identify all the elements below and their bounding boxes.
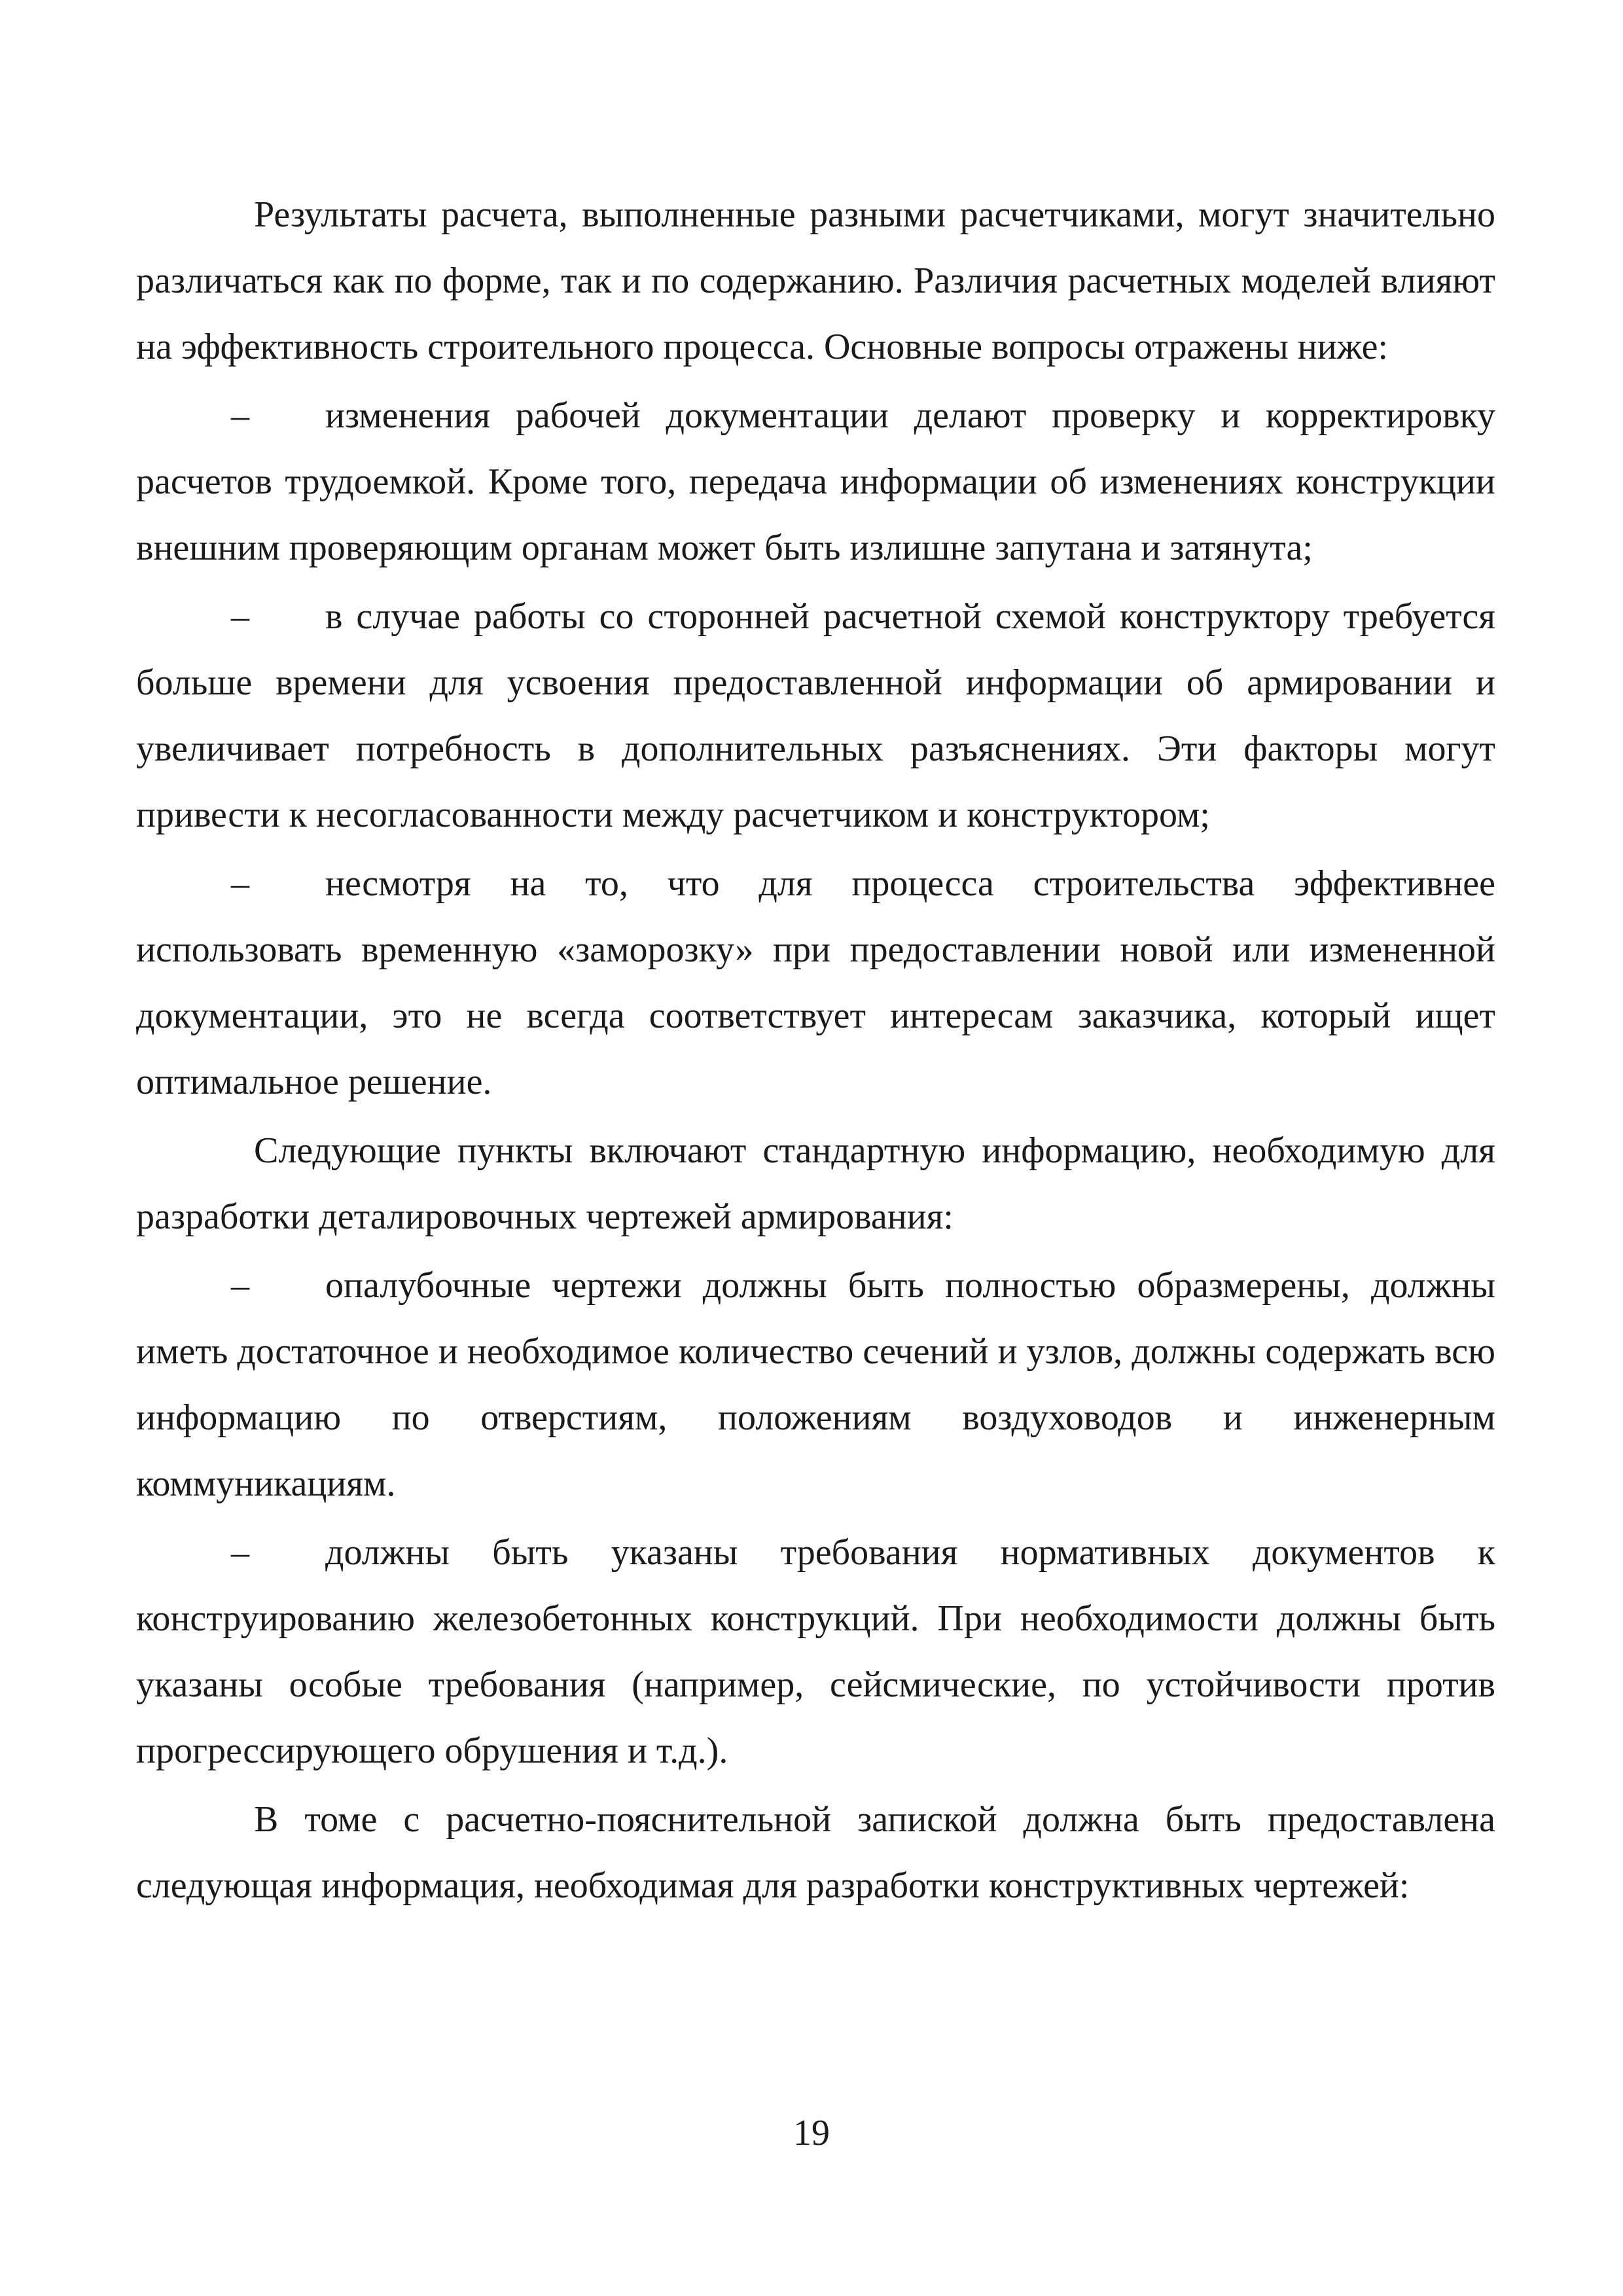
document-page	[136, 182, 1495, 1919]
dash-marker: –	[231, 863, 249, 904]
list-item-text: изменения рабочей документации делают проверку и корректировку расчетов трудоемкой. Кроме того, передача информации об изменениях конструкции внешним проверяющим органам может быть излишне запутана и затянута;	[136, 395, 1495, 568]
dash-marker: –	[231, 1265, 249, 1306]
paragraph-calculation-results: Результаты расчета, выполненные разными расчетчиками, могут значительно различаться как по форме, так и по содержанию. Различия расчетных моделей влияют на эффективность строительного процесса. Основные вопросы отражены ниже:	[136, 194, 1495, 367]
paragraph-explanatory-note: В томе с расчетно-пояснительной запиской должна быть предоставлена следующая информация, необходимая для разработки конструктивных чертежей:	[136, 1799, 1495, 1906]
list-item-documentation-changes	[136, 383, 1495, 581]
list-item-formwork-drawings	[136, 1253, 1495, 1517]
list-item-text: должны быть указаны требования нормативных документов к конструированию железобетонных конструкций. При необходимости должны быть указаны особые требования (например, сейсмические, по устойчивости против прогрессирующего обрушения и т.д.).	[136, 1532, 1495, 1771]
paragraph-standard-information: Следующие пункты включают стандартную информацию, необходимую для разработки деталировочных чертежей армирования:	[136, 1130, 1495, 1237]
dash-marker: –	[231, 1532, 249, 1573]
list-item-third-party-scheme	[136, 584, 1495, 848]
page-number: 19	[793, 2113, 830, 2153]
list-item-text: несмотря на то, что для процесса строительства эффективнее использовать временную «заморозку» при предоставлении новой или измененной документации, это не всегда соответствует интересам заказчика, который ищет оптимальное решение.	[136, 863, 1495, 1102]
dash-marker: –	[231, 395, 249, 436]
dash-marker: –	[231, 596, 249, 637]
list-item-normative-requirements	[136, 1520, 1495, 1784]
list-item-text: в случае работы со сторонней расчетной схемой конструктору требуется больше времени для усвоения предоставленной информации об армировании и увеличивает потребность в дополнительных разъяснениях. Эти факторы могут привести к несогласованности между расчетчиком и конструктором;	[136, 596, 1495, 835]
list-item-text: опалубочные чертежи должны быть полностью образмерены, должны иметь достаточное и необходимое количество сечений и узлов, должны содержать всю информацию по отверстиям, положениям воздуховодов и инженерным коммуникациям.	[136, 1265, 1495, 1504]
list-item-freeze	[136, 851, 1495, 1115]
